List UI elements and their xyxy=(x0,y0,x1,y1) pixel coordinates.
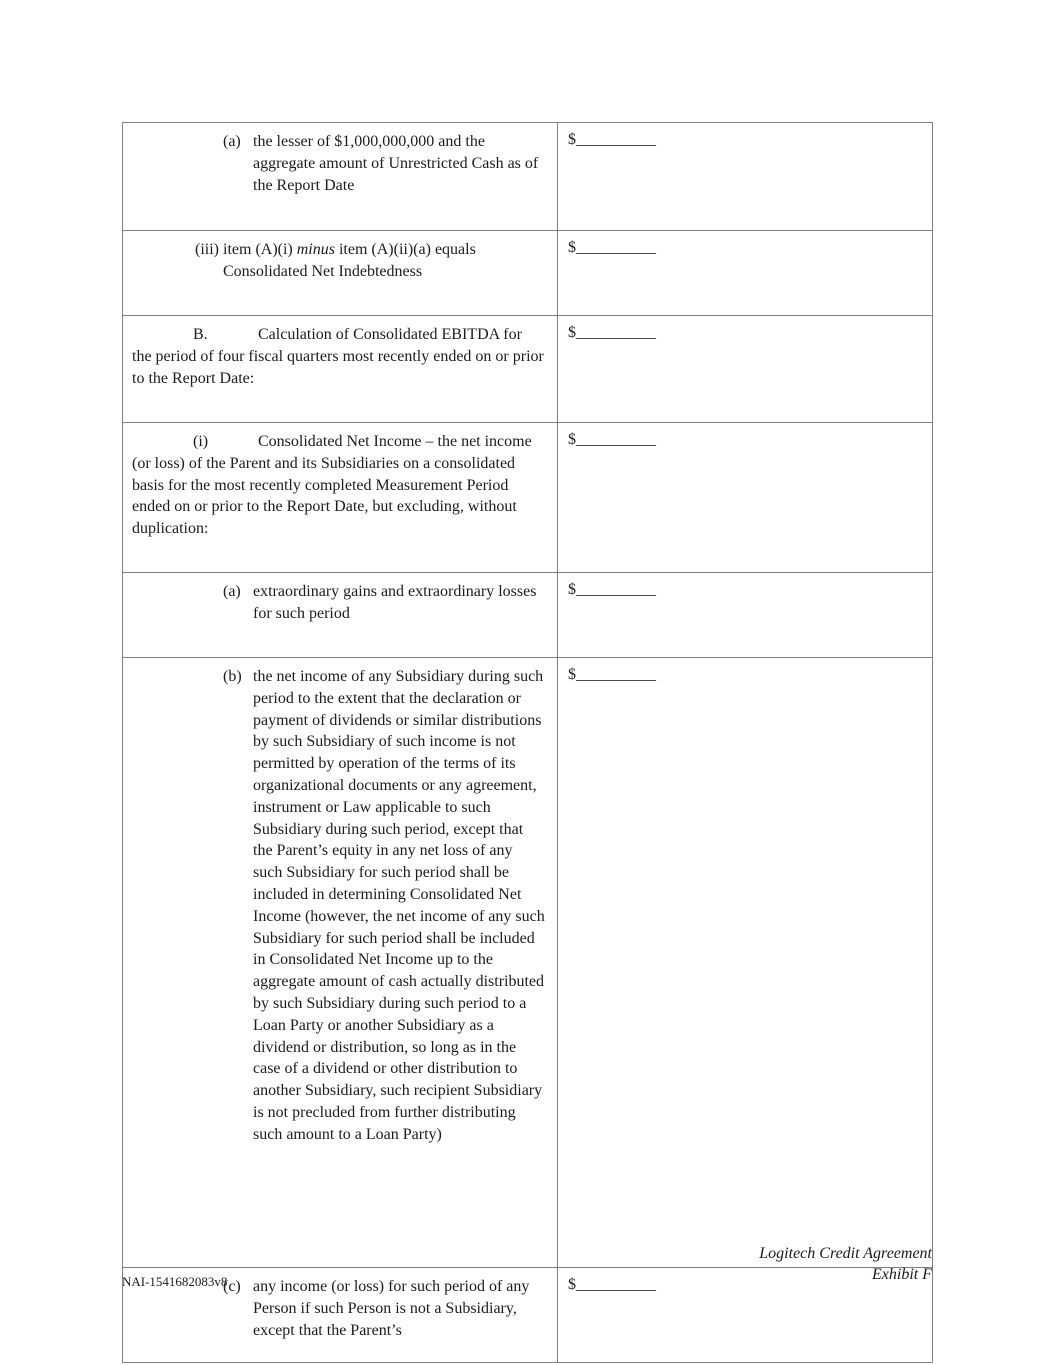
item-marker: B. xyxy=(193,326,208,343)
amount-blank: $__________ xyxy=(568,581,656,598)
footer-doc-reference xyxy=(759,1243,932,1285)
item-text-cell xyxy=(123,316,558,423)
footer-document-id: NAI-1541682083v8 xyxy=(122,1274,228,1289)
item-marker: (iii) xyxy=(195,241,223,258)
table-row xyxy=(123,316,933,423)
amount-cell xyxy=(558,658,933,1268)
amount-cell xyxy=(558,231,933,316)
item-paragraph xyxy=(123,666,545,1146)
calculation-table xyxy=(122,122,933,1363)
table-row xyxy=(123,423,933,573)
footer-agreement-title: Logitech Credit Agreement xyxy=(759,1245,932,1262)
item-paragraph xyxy=(123,581,545,625)
item-text: the lesser of $1,000,000,000 and the aggregate amount of Unrestricted Cash as of the Report Date xyxy=(253,133,539,194)
item-text: Consolidated Net Income – the net income (or loss) of the Parent and its Subsidiaries on a consolidated basis for the most recently completed Measurement Period ended on or prior to the Report Date, but excluding, without duplication: xyxy=(132,433,532,538)
amount-blank: $__________ xyxy=(568,239,656,256)
item-marker: (a) xyxy=(223,133,241,150)
item-text: the net income of any Subsidiary during such period to the extent that the declaration or payment of dividends or similar distributions by such Subsidiary of such income is not permitted by operation of the terms of its organizational documents or any agreement, instrument or Law applicable to such Subsidiary during such period, except that the Parent’s equity in any net loss of any such Subsidiary for such period shall be included in determining Consolidated Net Income (however, the net income of any such Subsidiary for such period shall be included in Consolidated Net Income up to the aggregate amount of cash actually distributed by such Subsidiary during such period to a Loan Party or another Subsidiary as a dividend or distribution, so long as in the case of a dividend or other distribution to another Subsidiary, such recipient Subsidiary is not precluded from further distributing such amount to a Loan Party) xyxy=(253,668,545,1143)
table-row xyxy=(123,658,933,1268)
item-text: any income (or loss) for such period of any Person if such Person is not a Subsidiary, except that the Parent’s xyxy=(253,1278,530,1339)
amount-cell xyxy=(558,123,933,231)
item-text-cell xyxy=(123,658,558,1268)
item-text: Calculation of Consolidated EBITDA for the period of four fiscal quarters most recently ended on or prior to the Report Date: xyxy=(132,326,544,387)
item-text-cell xyxy=(123,123,558,231)
amount-blank: $__________ xyxy=(568,1276,656,1293)
amount-cell xyxy=(558,316,933,423)
item-paragraph xyxy=(123,239,545,283)
calculation-table-body xyxy=(123,123,933,1363)
item-paragraph xyxy=(123,324,545,389)
item-paragraph xyxy=(123,131,545,196)
footer-exhibit-label: Exhibit F xyxy=(872,1266,932,1283)
amount-cell xyxy=(558,573,933,658)
amount-cell xyxy=(558,423,933,573)
amount-blank: $__________ xyxy=(568,324,656,341)
item-text: item (A)(i) minus item (A)(ii)(a) equals Consolidated Net Indebtedness xyxy=(223,241,476,280)
table-row xyxy=(123,573,933,658)
item-text-cell xyxy=(123,231,558,316)
item-marker: (c) xyxy=(223,1278,241,1295)
amount-blank: $__________ xyxy=(568,131,656,148)
item-marker: (i) xyxy=(193,433,209,450)
item-text-cell xyxy=(123,423,558,573)
table-row xyxy=(123,231,933,316)
item-text: extraordinary gains and extraordinary losses for such period xyxy=(253,583,537,622)
amount-blank: $__________ xyxy=(568,431,656,448)
table-row xyxy=(123,123,933,231)
item-text-cell xyxy=(123,573,558,658)
item-paragraph xyxy=(123,431,545,540)
item-marker: (a) xyxy=(223,583,241,600)
item-marker: (b) xyxy=(223,668,242,685)
amount-blank: $__________ xyxy=(568,666,656,683)
